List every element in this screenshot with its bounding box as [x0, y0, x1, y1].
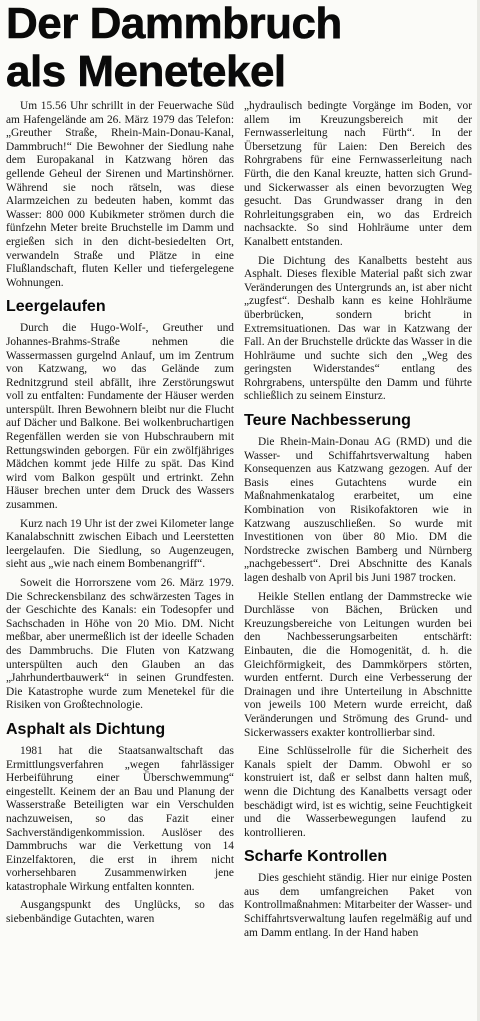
paragraph: Heikle Stellen entlang der Dammstrecke wie Durchlässe von Bächen, Brücken und Kreuzungsbereiche von Leitungen wurden bei den Nachbesserungsarbeiten entschärft: Einbauten, die die Homogenität, d. h. die Gleichförmigkeit, des Dammkörpers störten, wurden entfernt. Durch eine Verbesserung der Drainagen und ihre Unterteilung in Abschnitte von jeweils 100 Metern wurde erreicht, daß Veränderungen und Strömung des Grund- und Sickerwassers exakter kontrollierbar sind.	[244, 590, 472, 739]
paragraph: Die Rhein-Main-Donau AG (RMD) und die Wasser- und Schiffahrtsverwaltung haben Konsequenzen aus Katzwang gezogen. Auf der Basis eines Gutachtens wurde ein Maßnahmenkatalog erarbeitet, um eine Kombination von Risikofaktoren wie in Katzwang auszuschließen. So wurde mit Investitionen von über 80 Mio. DM die Nordstrecke zwischen Bamberg und Nürnberg „nachgebessert“. Drei Abschnitte des Kanals lagen deshalb von April bis Juni 1987 trocken.	[244, 436, 472, 584]
paragraph: Durch die Hugo-Wolf-, Greuther und Johannes-Brahms-Straße nehmen die Wassermassen gurgelnd Anlauf, um im Zentrum von Katzwang, wo das Gelände zum Rednitzgrund steil abfällt, ihre Zerstörungswut voll zu entfalten: Fundamente der Häuser werden unterspült. Ihren Bewohnern bleibt nur die Flucht auf Dächer und Balkone. Bei wolkenbruchartigen Regenfällen werden sie von Hubschraubern mit Rettungswinden geborgen. Für ein zwölfjähriges Mädchen kommt jede Hilfe zu spät. Das Kind wird vom Balkon gespült und ertrinkt. Zehn Häuser brechen unter dem Druck des Wassers zusammen.	[6, 322, 234, 512]
paragraph: Dies geschieht ständig. Hier nur einige Posten aus dem umfangreichen Paket von Kontrollmaßnahmen: Mitarbeiter der Wasser- und Schiffahrtsverwaltung laufen regelmäßig auf und am Damm entlang. In der Hand haben	[244, 872, 472, 939]
paragraph: Soweit die Horrorszene vom 26. März 1979. Die Schreckensbilanz des schwärzesten Tages in der Geschichte des Kanals: ein Todesopfer und Sachschaden in Höhe von 20 Mio. DM. Nicht meßbar, aber unermeßlich ist der ideelle Schaden des Dammbruchs. Die Fluten von Katzwang unterspülten auch den Glauben an das „Jahrhundertbauwerk“ in seinen Grundfesten. Die Katastrophe wurde zum Menetekel für die Risiken von Großtechnologie.	[6, 577, 234, 712]
section-heading: Asphalt als Dichtung	[6, 720, 166, 738]
article-column-left	[6, 100, 234, 932]
paragraph: Ausgangspunkt des Unglücks, so das siebenbändige Gutachten, waren	[6, 899, 234, 926]
article-column-right	[244, 100, 472, 945]
section-heading: Teure Nachbesserung	[244, 412, 411, 430]
paragraph: Um 15.56 Uhr schrillt in der Feuerwache Süd am Hafengelände am 26. März 1979 das Telefon: „Greuther Straße, Rhein-Main-Donau-Kanal, Dammbruch!“ Die Bewohner der Siedlung nahe dem Europakanal in Katzwang hören das gellende Geheul der Sirenen und Martinshörner. Während sie noch rätseln, was diese Alarmzeichen zu bedeuten haben, kommt das Wasser: 800 000 Kubikmeter strömen durch die fünfzehn Meter breite Bruchstelle im Damm und ergießen sich in den dicht-besiedelten Ort, verwandeln Straße und Plätze in eine Flußlandschaft, fluten Keller und tiefergelegene Wohnungen.	[6, 100, 234, 289]
paragraph: Kurz nach 19 Uhr ist der zwei Kilometer lange Kanalabschnitt zwischen Eibach und Leerstetten leergelaufen. Die Siedlung, so Augenzeugen, sieht aus „wie nach einem Bombenangriff“.	[6, 517, 234, 571]
headline	[6, 0, 342, 96]
headline-line-2: als Menetekel	[6, 47, 286, 96]
section-heading: Scharfe Kontrollen	[244, 848, 388, 866]
paragraph: Eine Schlüsselrolle für die Sicherheit des Kanals spielt der Damm. Obwohl er so konstruiert ist, daß er selbst dann halten muß, wenn die Dichtung des Kanalbetts versagt oder beschädigt wird, ist es wichtig, seine Feuchtigkeit und die Wasserbewegungen laufend zu kontrollieren.	[244, 745, 472, 839]
paragraph: Die Dichtung des Kanalbetts besteht aus Asphalt. Dieses flexible Material paßt sich zwar Veränderungen des Untergrunds an, ist aber nicht „zugfest“. Deshalb kann es keine Hohlräume überbrücken, sondern bricht in Extremsituationen. Das war in Katzwang der Fall. An der Bruchstelle drückte das Wasser in die Hohlräume und suchte sich den „Weg des geringsten Widerstandes“ entlang des Rohrgrabens, unterspülte den Damm und führte schließlich zu seinem Einsturz.	[244, 254, 472, 403]
headline-line-1: Der Dammbruch	[6, 0, 342, 48]
paragraph: „hydraulisch bedingte Vorgänge im Boden, vor allem im Kreuzungsbereich mit der Fernwasserleitung nach Fürth“. In der Übersetzung für Laien: Den Bereich des Rohrgrabens für eine Fernwasserleitung nach Fürth, die den Kanal kreuzte, hatten sich Grund- und Sickerwasser als einen bevorzugten Weg gesucht. Das Grundwasser drang in den Rohrleitungsgraben ein, wo das Erdreich nachsackte. So sind Hohlräume unter dem Kanalbett entstanden.	[244, 100, 472, 248]
paragraph: 1981 hat die Staatsanwaltschaft das Ermittlungsverfahren „wegen fahrlässiger Herbeiführung einer Überschwemmung“ eingestellt. Keinem der an Bau und Planung der Wasserstraße Beteiligten war ein Verschulden nachzuweisen, so das Fazit einer Sachverständigenkommission. Auslöser des Dammbruchs war die Verkettung von 14 Einzelfaktoren, die erst in ihrem nicht vorhersehbaren Zusammenwirken jene katastrophale Wirkung entfalten konnten.	[6, 744, 234, 893]
section-heading: Leergelaufen	[6, 298, 106, 316]
